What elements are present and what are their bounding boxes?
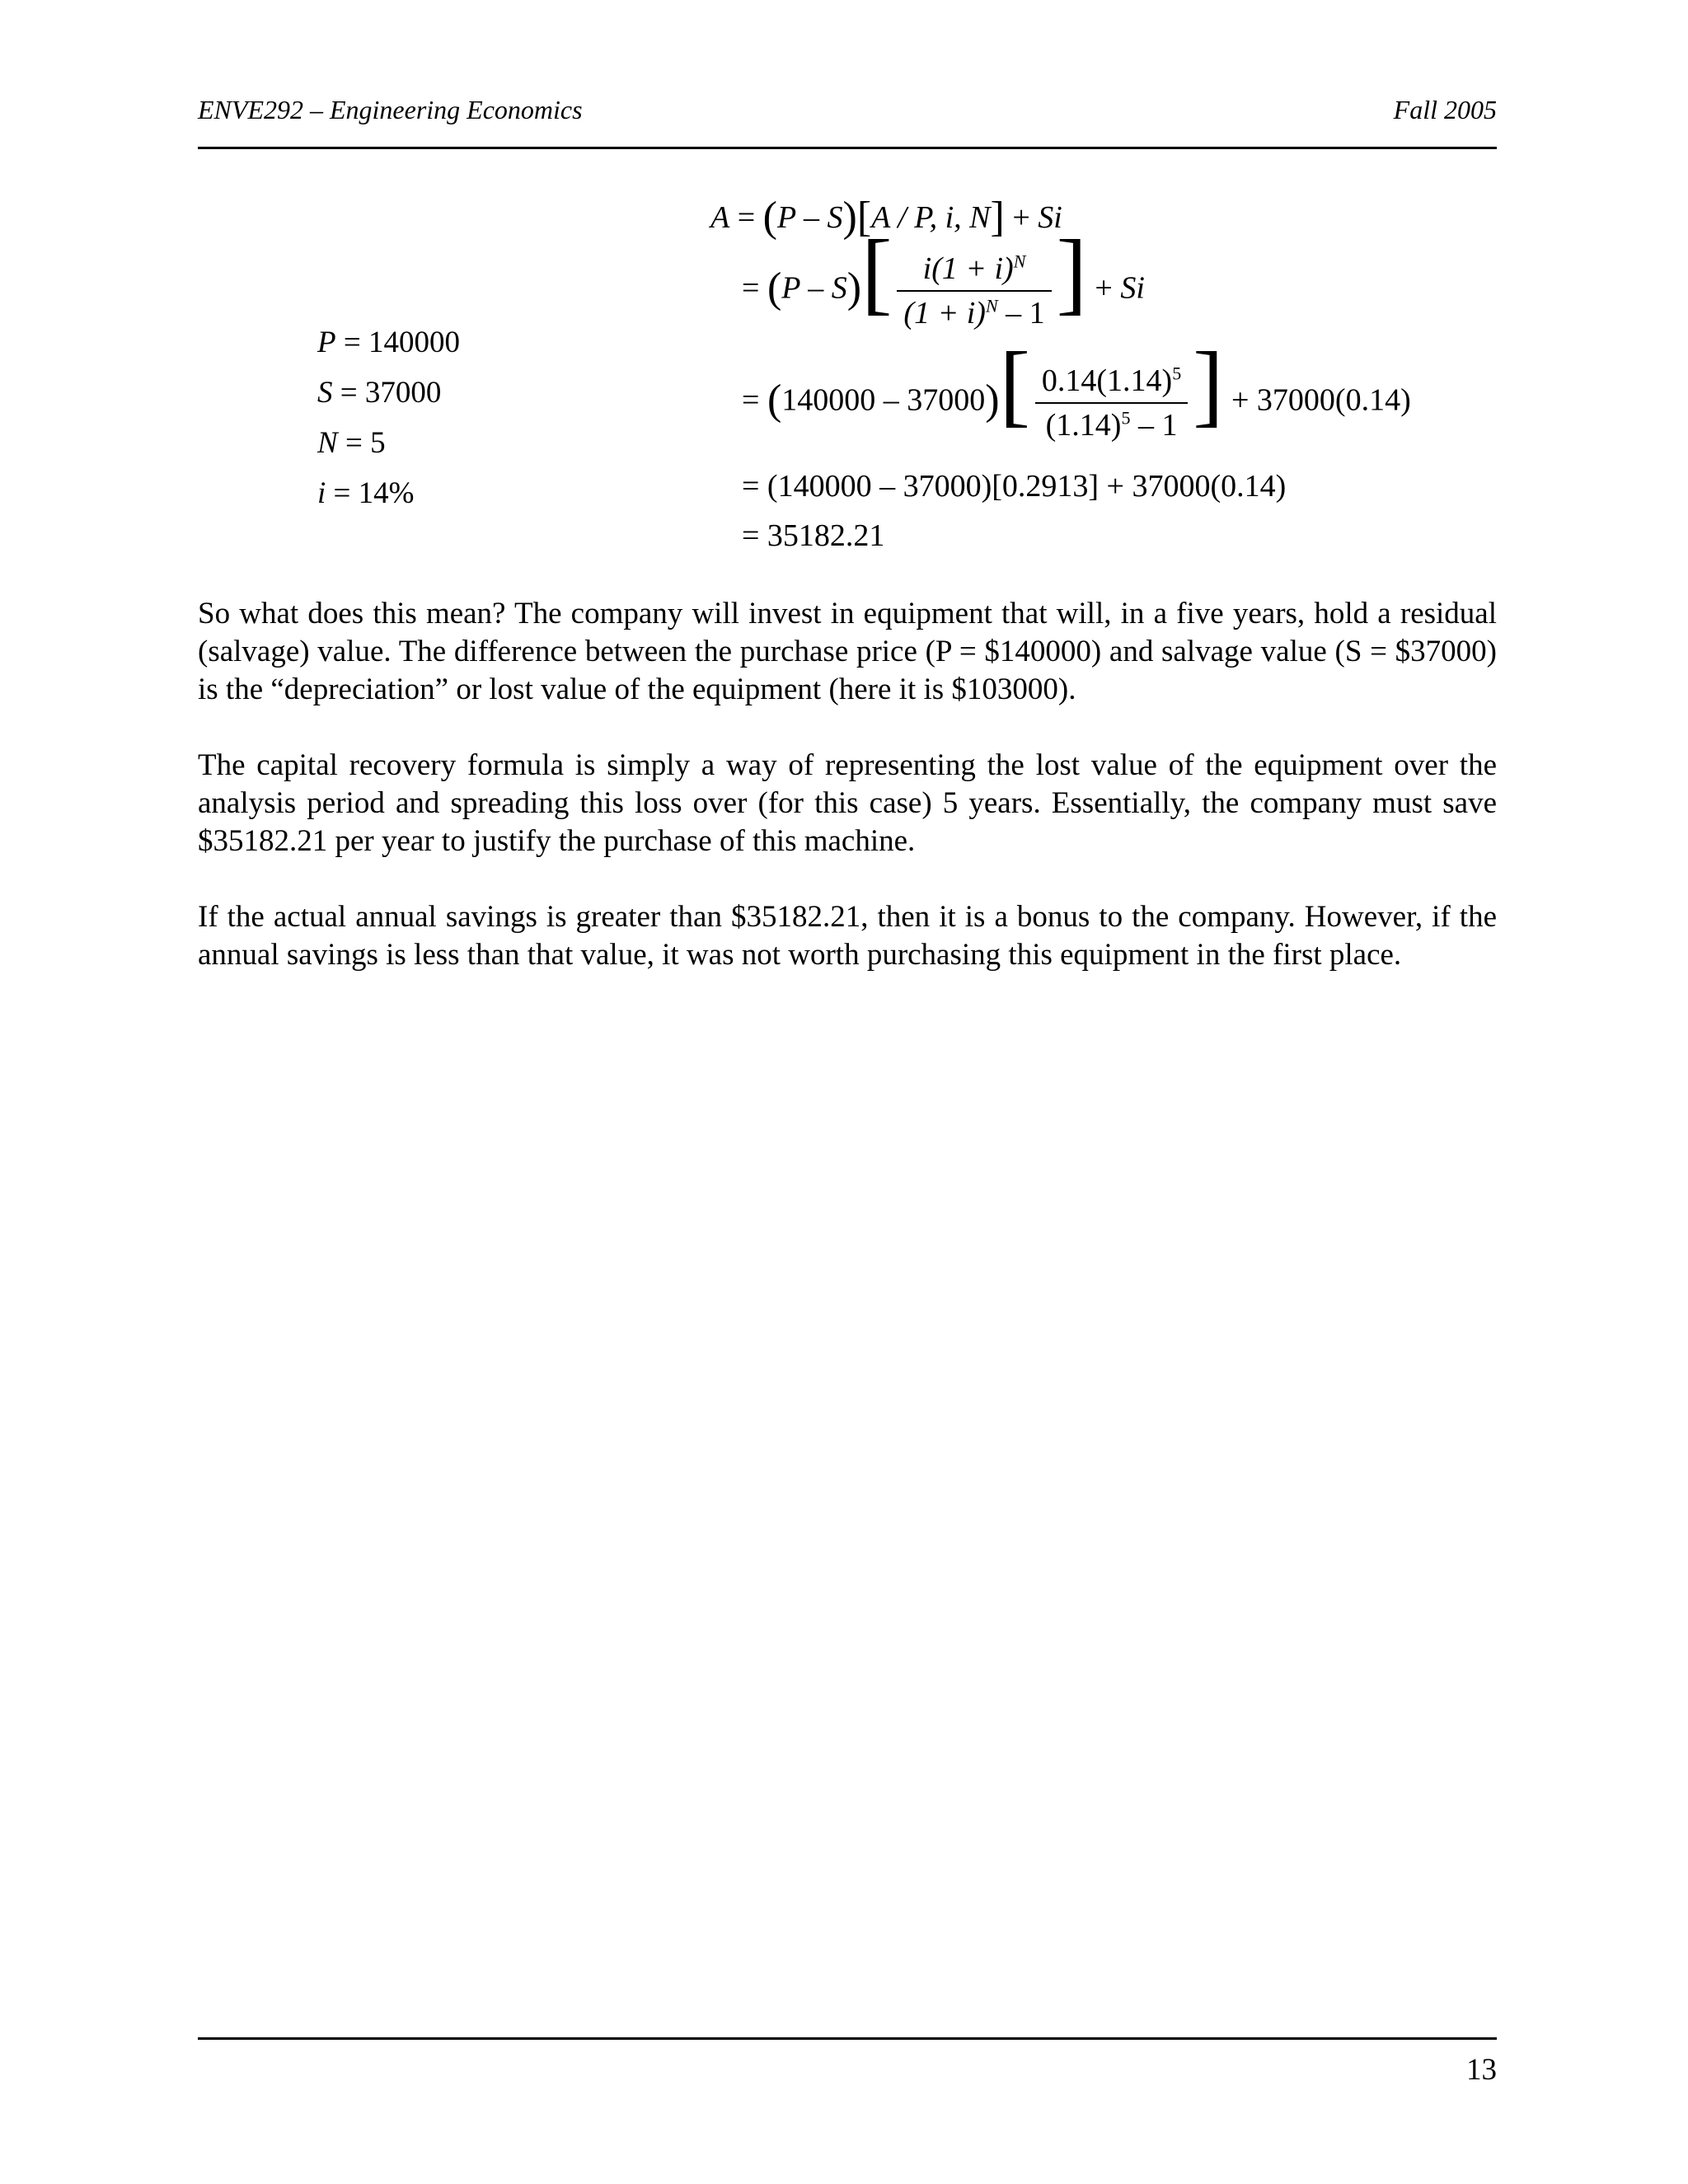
given-p: P = 140000: [317, 326, 460, 359]
paragraph-3: If the actual annual savings is greater than $35182.21, then it is a bonus to the company. However, if the annual savings is less than that value, it was not worth purchasing this equipment in the first place.: [198, 900, 1497, 972]
footer-rule: [198, 2037, 1497, 2040]
equation-line-2: = (P – S)[ $\frac{i(1 + i)^N}{(1 + i)^N - 1}$ ] + Si: [742, 221, 1145, 330]
fraction-symbolic: $\frac{i(1 + i)^N}{(1 + i)^N - 1}$: [897, 251, 1051, 331]
page-number: 13: [1466, 2053, 1497, 2087]
course-title: ENVE292 – Engineering Economics: [198, 95, 583, 124]
equation-line-4: = (140000 – 37000)[0.2913] + 37000(0.14): [742, 469, 1287, 504]
given-s: S = 37000: [317, 376, 442, 410]
equation-line-3: = (140000 – 37000)[ $\frac{0.14(1.14)^5}{(1.14)^5 - 1}$ ] + 37000(0.14): [742, 333, 1411, 443]
header-rule: [198, 147, 1497, 149]
paragraph-2: The capital recovery formula is simply a way of representing the lost value of the equipment over the analysis period and spreading this loss over (for this case) 5 years. Essentially, the company must save $35182.21 per year to justify the purchase of this machine.: [198, 748, 1497, 858]
page-header: [198, 95, 1497, 136]
equation-result: = 35182.21: [742, 518, 885, 553]
given-n: N = 5: [317, 426, 386, 460]
equation-line-1: A = (P – S)[A / P, i, N] + Si: [710, 194, 1062, 241]
term-label: Fall 2005: [1393, 95, 1497, 124]
given-i: i = 14%: [317, 476, 415, 510]
given-values: [317, 317, 460, 518]
paragraph-1: So what does this mean? The company will invest in equipment that will, in a five years, hold a residual (salvage) value. The difference between the purchase price (P = $140000) and salvage value (S = $37000) is the “depreciation” or lost value of the equipment (here it is $103000).: [198, 597, 1497, 706]
fraction-numeric: $\frac{0.14(1.14)^5}{(1.14)^5 - 1}$: [1035, 363, 1188, 443]
